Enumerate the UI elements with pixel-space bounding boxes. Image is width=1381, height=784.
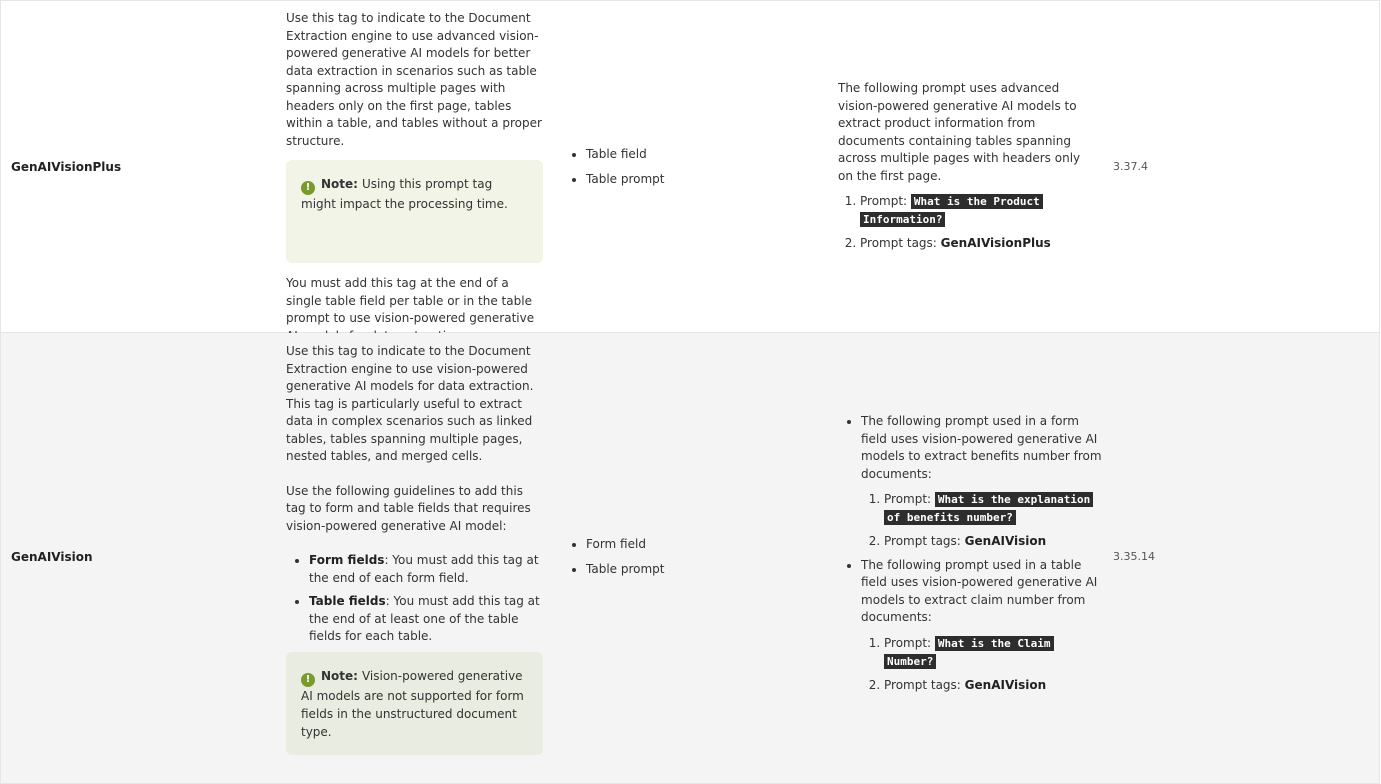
- tag-reference: GenAIVision: [964, 534, 1047, 548]
- description-cell: [286, 10, 546, 345]
- list-item: 2. Prompt tags: GenAIVision: [884, 533, 1106, 551]
- example-intro: The following prompt used in a form field uses vision-powered generative AI models to extract benefits number from documents:: [861, 414, 1102, 481]
- note-text: Vision-powered generative AI models are not supported for form fields in the unstructured document type.: [301, 668, 524, 739]
- list-item: 2. Prompt tags: GenAIVision: [884, 677, 1106, 695]
- exclamation-circle-icon: !: [301, 181, 315, 195]
- list-item: [861, 557, 1106, 695]
- version: 3.35.14: [1113, 550, 1155, 563]
- list-item: • Table prompt: [586, 561, 665, 579]
- fields-cell: [568, 536, 665, 585]
- list-item: • Form field: [586, 536, 665, 554]
- version: 3.37.4: [1113, 160, 1148, 173]
- list-item: • Table field: [586, 146, 665, 164]
- note-label: Note:: [321, 668, 358, 683]
- note-text: Using this prompt tag might impact the processing time.: [301, 177, 508, 211]
- list-item: • Table prompt: [586, 171, 665, 189]
- note-box: [286, 652, 543, 755]
- code-snippet: What is the explanation of benefits number?: [884, 492, 1093, 525]
- table-row: [1, 1, 1379, 333]
- example-intro: The following prompt uses advanced vision-powered generative AI models to extract product information from documents containing tables spanning across multiple pages with headers only on the first page.: [838, 81, 1081, 183]
- description-text: Use this tag to indicate to the Document Extraction engine to use vision-powered generative AI models for data extraction. This tag is particularly useful to extract data in complex scenarios such as linked tables, tables spanning multiple pages, nested tables, and merged cells.: [286, 344, 534, 463]
- tag-reference: GenAIVision: [964, 677, 1047, 692]
- tag-name: GenAIVisionPlus: [11, 160, 122, 174]
- description-text: You must add this tag at the end of a single table field per table or in the table prompt to use vision-powered generative: [286, 276, 535, 325]
- example-cell: [838, 413, 1106, 700]
- list-item: 1. Prompt: What is the explanation of benefits number?: [884, 491, 1106, 527]
- list-item: [861, 413, 1106, 551]
- code-snippet: What is the Claim Number?: [884, 636, 1054, 669]
- description-text: Use this tag to indicate to the Document Extraction engine to use advanced vision-powered generative AI models for better data extraction in scenarios such as table spanning across multiple pages with headers only on the first page, tables within a table, and tables without a proper structure.: [286, 11, 542, 148]
- list-item: 1. Prompt: What is the Claim Number?: [884, 635, 1106, 671]
- note-label: Note:: [321, 177, 358, 191]
- example-intro: The following prompt used in a table field uses vision-powered generative AI models to extract claim number from documents:: [861, 557, 1098, 624]
- description-cell: [286, 343, 546, 767]
- fields-cell: [568, 146, 665, 195]
- table-row: [1, 333, 1379, 784]
- tag-name: GenAIVision: [11, 550, 93, 564]
- code-snippet: What is the Product Information?: [860, 194, 1043, 227]
- tag-reference: GenAIVisionPlus: [940, 236, 1051, 250]
- note-box: [286, 160, 543, 263]
- example-cell: [838, 80, 1098, 259]
- description-text: Use the following guidelines to add this tag to form and table fields that requires vision-powered generative AI model:: [286, 483, 531, 533]
- list-item: • Table fields: You must add this tag at the end of at least one of the table fields for each table.: [309, 593, 546, 646]
- list-item: 2. Prompt tags: GenAIVisionPlus: [860, 235, 1098, 253]
- list-item: • Form fields: You must add this tag at the end of each form field.: [309, 552, 546, 587]
- list-item: 1. Prompt: What is the Product Information?: [860, 193, 1098, 229]
- exclamation-circle-icon: !: [301, 673, 315, 687]
